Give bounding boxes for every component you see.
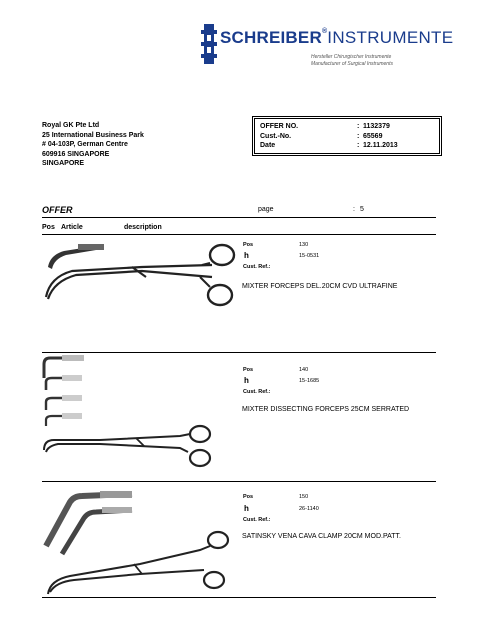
schreiber-logo-mark-icon	[201, 24, 217, 64]
divider	[42, 217, 436, 218]
unit-icon: h	[244, 251, 249, 260]
offer-title: OFFER	[42, 205, 73, 215]
tagline-english: Manufacturer of Surgical Instruments	[311, 61, 393, 67]
customer-number-row: Cust.-No. : 65569	[260, 132, 383, 140]
address-line: Royal GK Pte Ltd	[42, 122, 100, 129]
company-logo	[201, 24, 454, 72]
divider	[42, 352, 436, 353]
mixter-dissecting-forceps-image	[40, 354, 240, 470]
tagline-german: Hersteller Chirurgischer Instrumente	[311, 54, 392, 60]
page-separator: :	[353, 206, 355, 213]
address-line: 609916 SINGAPORE	[42, 150, 110, 158]
customer-number-value: 65569	[363, 132, 383, 140]
page-label: page	[258, 206, 274, 213]
date-row: Date : 12.11.2013	[260, 142, 398, 149]
pos-label: Pos	[243, 242, 254, 248]
address-line: # 04-103P, German Centre	[42, 141, 128, 148]
article-number: 15-0531	[299, 253, 320, 259]
column-header-pos: Pos	[42, 224, 55, 231]
pos-value: 130	[299, 242, 309, 248]
item-description: MIXTER FORCEPS DEL.20CM CVD ULTRAFINE	[242, 283, 398, 290]
column-header-description: description	[124, 224, 162, 231]
page-number: 5	[360, 206, 364, 213]
offer-number-value: 1132379	[363, 123, 390, 130]
address-line: 25 International Business Park	[42, 131, 144, 139]
offer-number-label: OFFER NO.	[260, 123, 299, 130]
item-description: SATINSKY VENA CAVA CLAMP 20CM MOD.PATT.	[242, 533, 401, 540]
date-value: 12.11.2013	[363, 142, 398, 149]
divider	[42, 481, 436, 482]
customer-reference-label: Cust. Ref.:	[243, 264, 271, 270]
mixter-forceps-image	[42, 237, 242, 309]
pos-label: Pos	[243, 367, 254, 373]
customer-reference-label: Cust. Ref.:	[243, 389, 271, 395]
item-description: MIXTER DISSECTING FORCEPS 25CM SERRATED	[242, 406, 410, 413]
divider	[42, 234, 436, 235]
divider	[42, 597, 436, 598]
unit-icon: h	[244, 376, 249, 385]
customer-reference-label: Cust. Ref.:	[243, 517, 271, 523]
pos-value: 140	[299, 367, 309, 373]
pos-label: Pos	[243, 494, 254, 500]
unit-icon: h	[244, 504, 249, 513]
customer-number-label: Cust.-No.	[260, 132, 292, 140]
recipient-address	[42, 121, 144, 169]
satinsky-vena-cava-clamp-image	[40, 484, 240, 596]
brand-name: SCHREIBER®INSTRUMENTE	[220, 28, 454, 47]
date-label: Date	[260, 142, 276, 149]
column-header-article: Article	[61, 224, 83, 231]
article-number: 15-1685	[299, 378, 320, 384]
address-line: SINGAPORE	[42, 160, 85, 167]
offer-number-row: OFFER NO. : 1132379	[260, 123, 390, 130]
article-number: 26-1140	[299, 506, 319, 512]
offer-info-box	[252, 116, 442, 156]
pos-value: 150	[299, 494, 309, 500]
